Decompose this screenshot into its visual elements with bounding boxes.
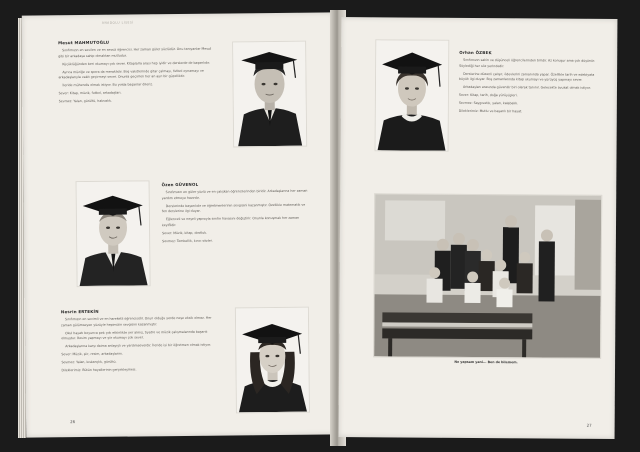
student-bio-4: [459, 58, 603, 118]
bio-paragraph: Eğlenceli ve neşeli yapısıyla sınıfın havasını değiştirir. Onunla konuşmak her zaman keyiflidir.: [161, 215, 300, 227]
bio-dislikes: Sevmez: Yalan, gürültü, haksızlık.: [58, 98, 112, 104]
page-number-right: 27: [586, 422, 592, 428]
graduate-portrait-woman: [376, 40, 449, 150]
graduate-portrait-male: [233, 42, 306, 147]
page-number-left: 26: [70, 419, 76, 425]
student-bio-1: [58, 47, 217, 108]
bio-dislikes: Sevmez: Tembellik, kırıcı sözler.: [162, 238, 213, 243]
bio-paragraph: Derslerine düzenli çalışır, ödevlerini zamanında yapar. Özellikle tarih ve edebiyata büyük ilgi duyar. Boş zamanlarında kitap okumayı ve yürüyüş yapmayı sever.: [459, 71, 595, 82]
graduate-portrait-female: [236, 308, 309, 413]
bio-paragraph: Küçüklüğünden beri okumayı çok sever. Kitaplarla arası hep iyidir ve derslerde de başarılıdır.: [62, 60, 211, 66]
right-page: [339, 17, 618, 439]
student-name-2: Özen GÜVENOL: [161, 181, 199, 188]
bio-paragraph: Ayrıca müziğe ve spora da meraklıdır. Boş vakitlerinde gitar çalmayı, futbol oynamayı ve arkadaşlarıyla vakit geçirmeyi sever. Onunla geçirilen her an ayrı bir güzelliktir.: [58, 68, 204, 80]
bio-dislikes: Sevmez: Saygısızlık, yalan, kalabalık.: [458, 100, 519, 106]
bio-paragraph: Sınıfımızın en sevilen ve en sessiz öğrencisi. Her zaman güler yüzlüdür. Onu tanıyanlar Mesut gibi bir arkadaşa sahip olmaktan mutludur.: [58, 46, 212, 58]
student-name-3: Nesrin ERTEKİN: [60, 308, 99, 315]
bio-paragraph: Sınıfımızın en sevimli ve en hareketli öğrencisidir. Onun olduğu yerde neşe eksik olmaz. Her zaman gülümseyen yüzüyle hepimizin sevgisini kazanmıştır.: [61, 315, 212, 327]
bio-likes: Sever: Kitap, tarih, doğa yürüyüşleri.: [458, 93, 518, 98]
bio-dislikes: Sevmez: Yalan, kıskançlık, gürültü.: [61, 359, 117, 365]
bio-wishes: Dileklerimiz: Mutlu ve başarılı bir hayat.: [458, 108, 523, 114]
student-photo-4: [375, 39, 450, 152]
student-name-1: Mesut MAHMUTOĞLU: [58, 39, 110, 46]
student-photo-1: [232, 41, 307, 148]
bio-paragraph: Okul hayatı boyunca pek çok etkinlikte yer almış, tiyatro ve müzik çalışmalarında başarılı olmuştur. Resim yapmayı ve şiir okumayı çok sever.: [61, 329, 208, 341]
bio-paragraph: Derslerinde başarılıdır ve öğretmenlerinin sevgisini kazanmıştır. Özellikle matematik ve fen derslerine ilgi duyar.: [161, 202, 306, 214]
bio-paragraph: Sınıfımızın sakin ve düşünceli öğrencilerinden biridir. Az konuşur ama çok düşünür. Söylediği her söz yerindedir.: [459, 57, 596, 68]
bio-paragraph: Sınıfımızın en güler yüzlü ve en çalışkan öğrencilerinden biridir. Arkadaşlarına her zaman yardım etmeye hazırdır.: [161, 188, 308, 200]
bio-paragraph: Arkadaşları arasında güvenilir biri olarak tanınır. Gelecekte avukat olmak istiyor.: [462, 85, 591, 90]
classroom-group-photo: [374, 194, 601, 358]
group-photo: [373, 193, 602, 359]
student-name-4: Orhan ÖZBEK: [459, 49, 492, 56]
bio-wishes: Dileklerimiz: Bütün hayallerinin gerçekleşmesi.: [61, 367, 137, 373]
student-photo-3: [235, 307, 310, 414]
bio-likes: Sever: Müzik, şiir, resim, arkadaşlarını.: [61, 351, 123, 357]
student-photo-2: [76, 180, 151, 287]
student-bio-3: [61, 316, 220, 377]
bio-paragraph: Arkadaşlarına karşı daima anlayışlı ve yardımseverdir. İleride iyi bir öğretmen olmak istiyor.: [65, 342, 212, 349]
left-page: [22, 12, 338, 437]
graduate-portrait-young-man: [77, 181, 150, 286]
bio-likes: Sever: Kitap, müzik, futbol, arkadaşları.: [58, 90, 122, 96]
student-bio-2: [162, 189, 309, 247]
page-header: ANADOLU LİSESİ: [101, 20, 134, 25]
group-photo-caption: Ne yapsam yani... Ben de bilemem.: [454, 359, 518, 365]
bio-likes: Sever: Müzik, kitap, dostluk.: [162, 230, 208, 235]
bio-paragraph: İleride mühendis olmak istiyor. Bu yolda başarılar dileriz.: [62, 82, 154, 88]
